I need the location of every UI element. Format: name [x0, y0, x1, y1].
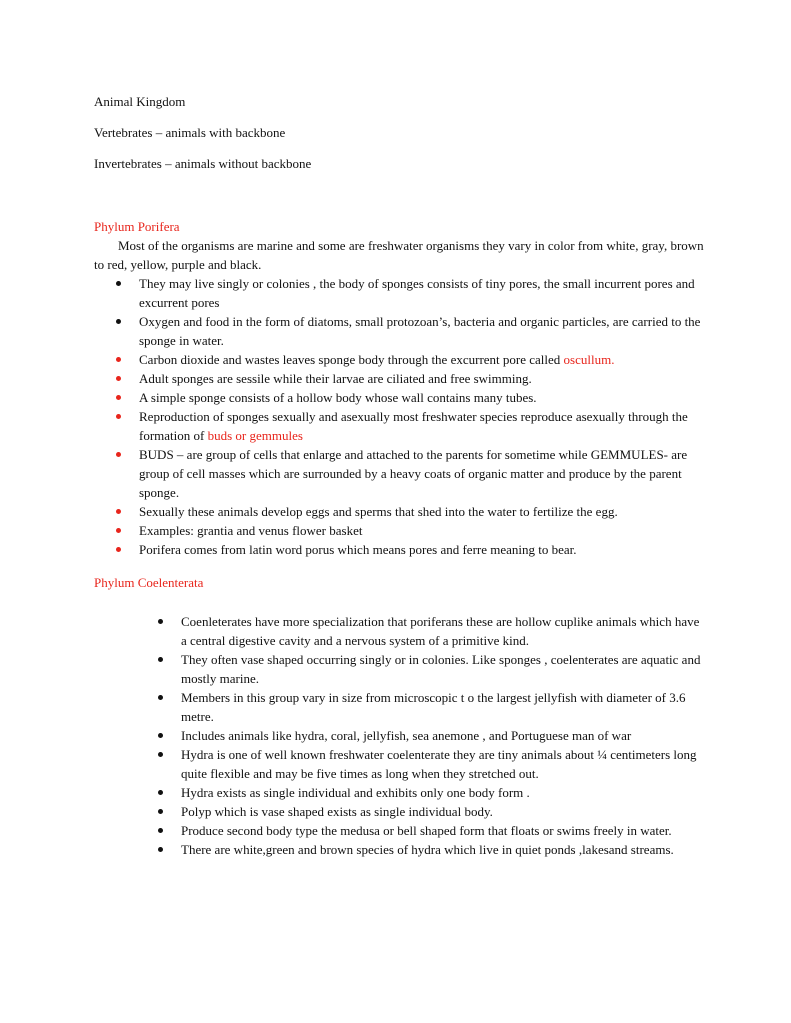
bullet-dot-icon — [158, 695, 163, 700]
porifera-bullet-item — [94, 407, 704, 445]
bullet-text: A simple sponge consists of a hollow body whose wall contains many tubes. — [139, 390, 537, 405]
porifera-bullet-item — [94, 445, 704, 502]
bullet-dot-icon — [116, 319, 121, 324]
coelenterata-bullet-list — [94, 612, 704, 859]
porifera-bullet-item — [94, 521, 704, 540]
porifera-bullet-item — [94, 274, 704, 312]
coelenterata-bullet-item — [94, 783, 704, 802]
highlighted-term: buds or gemmules — [207, 428, 303, 443]
bullet-text: Polyp which is vase shaped exists as single individual body. — [181, 804, 493, 819]
coelenterata-bullet-item — [94, 840, 704, 859]
bullet-dot-icon — [116, 395, 121, 400]
bullet-text: Reproduction of sponges sexually and asexually most freshwater species reproduce asexually through the formation of — [139, 409, 688, 443]
coelenterata-bullet-item — [94, 650, 704, 688]
coelenterata-bullet-item — [94, 802, 704, 821]
bullet-dot-icon — [116, 281, 121, 286]
bullet-text: Hydra exists as single individual and exhibits only one body form . — [181, 785, 530, 800]
porifera-heading: Phylum Porifera — [94, 219, 180, 234]
porifera-intro: Most of the organisms are marine and some are freshwater organisms they vary in color from white, gray, brown to red, yellow, purple and black. — [94, 238, 704, 272]
bullet-dot-icon — [116, 547, 121, 552]
bullet-dot-icon — [116, 414, 121, 419]
coelenterata-bullet-item — [94, 726, 704, 745]
bullet-text: Examples: grantia and venus flower basket — [139, 523, 363, 538]
porifera-bullet-item — [94, 540, 704, 559]
porifera-bullet-item — [94, 388, 704, 407]
invertebrates-definition: Invertebrates – animals without backbone — [94, 156, 312, 171]
bullet-dot-icon — [116, 509, 121, 514]
coelenterata-bullet-item — [94, 821, 704, 840]
bullet-text: Sexually these animals develop eggs and sperms that shed into the water to fertilize the egg. — [139, 504, 618, 519]
bullet-dot-icon — [158, 847, 163, 852]
bullet-dot-icon — [116, 357, 121, 362]
porifera-bullet-item — [94, 350, 704, 369]
vertebrates-definition: Vertebrates – animals with backbone — [94, 125, 286, 140]
porifera-bullet-list — [94, 274, 704, 559]
bullet-dot-icon — [158, 809, 163, 814]
porifera-bullet-item — [94, 502, 704, 521]
bullet-text: Carbon dioxide and wastes leaves sponge body through the excurrent pore called — [139, 352, 564, 367]
coelenterata-bullet-item — [94, 688, 704, 726]
bullet-text: They may live singly or colonies , the body of sponges consists of tiny pores, the small incurrent pores and excurrent pores — [139, 276, 695, 310]
bullet-dot-icon — [116, 452, 121, 457]
highlighted-term: oscullum. — [563, 352, 615, 367]
bullet-dot-icon — [116, 376, 121, 381]
bullet-text: They often vase shaped occurring singly or in colonies. Like sponges , coelenterates are aquatic and mostly marine. — [181, 652, 701, 686]
bullet-dot-icon — [116, 528, 121, 533]
document-page — [94, 92, 704, 859]
bullet-text: Oxygen and food in the form of diatoms, small protozoan’s, bacteria and organic particles, are carried to the sponge in water. — [139, 314, 701, 348]
bullet-dot-icon — [158, 657, 163, 662]
porifera-bullet-item — [94, 312, 704, 350]
porifera-bullet-item — [94, 369, 704, 388]
bullet-text: Coenleterates have more specialization that poriferans these are hollow cuplike animals which have a central digestive cavity and a nervous system of a primitive kind. — [181, 614, 700, 648]
bullet-text: BUDS – are group of cells that enlarge and attached to the parents for sometime while GEMMULES- are group of cell masses which are surrounded by a heavy coats of organic matter and produce by the parent sponge. — [139, 447, 688, 500]
document-title: Animal Kingdom — [94, 94, 186, 109]
coelenterata-heading: Phylum Coelenterata — [94, 575, 204, 590]
bullet-text: Produce second body type the medusa or bell shaped form that floats or swims freely in water. — [181, 823, 672, 838]
bullet-dot-icon — [158, 790, 163, 795]
bullet-dot-icon — [158, 733, 163, 738]
bullet-dot-icon — [158, 619, 163, 624]
bullet-text: Members in this group vary in size from microscopic t o the largest jellyfish with diameter of 3.6 metre. — [181, 690, 686, 724]
bullet-text: Porifera comes from latin word porus which means pores and ferre meaning to bear. — [139, 542, 577, 557]
bullet-text: Adult sponges are sessile while their larvae are ciliated and free swimming. — [139, 371, 532, 386]
coelenterata-bullet-item — [94, 612, 704, 650]
bullet-dot-icon — [158, 752, 163, 757]
bullet-text: Includes animals like hydra, coral, jellyfish, sea anemone , and Portuguese man of war — [181, 728, 632, 743]
bullet-dot-icon — [158, 828, 163, 833]
bullet-text: Hydra is one of well known freshwater coelenterate they are tiny animals about ¼ centimeters long quite flexible and may be five times as long when they stretched out. — [181, 747, 697, 781]
bullet-text: There are white,green and brown species of hydra which live in quiet ponds ,lakesand streams. — [181, 842, 674, 857]
coelenterata-bullet-item — [94, 745, 704, 783]
